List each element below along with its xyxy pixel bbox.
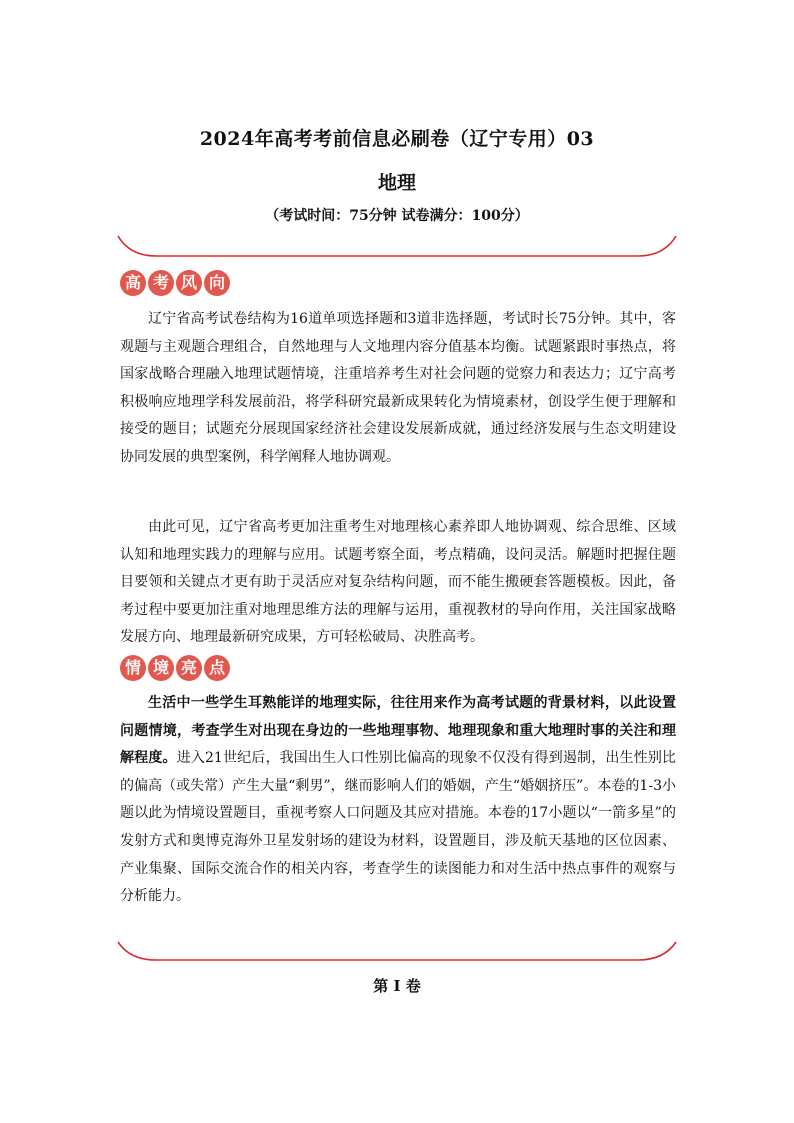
paragraph-exam-structure: 辽宁省高考试卷结构为16道单项选择题和3道非选择题，考试时长75分钟。其中，客观题与主观题合理组合，自然地理与人文地理内容分值基本均衡。试题紧跟时事热点，将国家战略合理融入地理试题情境，注重培养考生对社会问题的觉察力和表达力；辽宁高考积极响应地理学科发展前沿，将学科研究最新成果转化为情境素材，创设学生便于理解和接受的题目；试题充分展现国家经济社会建设发展新成就，通过经济发展与生态文明建设协同发展的典型案例，科学阐释人地协调观。 — [120, 311, 676, 465]
badge-char: 向 — [204, 270, 230, 296]
volume-label: 第 I 卷 — [373, 977, 421, 995]
badge-char: 高 — [120, 270, 146, 296]
paragraph-exam-analysis: 由此可见，辽宁省高考更加注重考生对地理核心素养即人地协调观、综合思维、区域认知和地理实践力的理解与应用。试题考察全面，考点精确，设问灵活。解题时把握住题目要领和关键点才更有助于灵活应对复杂结构问题，而不能生搬硬套答题模板。因此，备考过程中要更加注重对地理思维方法的理解与运用，重视教材的导向作用，关注国家战略发展方向、地理最新研究成果，方可轻松破局、决胜高考。 — [120, 519, 676, 646]
badge-char: 情 — [120, 655, 146, 681]
exam-info: （考试时间：75分钟 试卷满分：100分） — [265, 208, 529, 224]
subject-title: 地理 — [377, 172, 416, 194]
section-badge-gaokao-fengxiang — [120, 270, 230, 296]
paragraph-context-highlight — [120, 690, 676, 911]
bottom-divider — [116, 938, 678, 964]
top-divider — [116, 234, 678, 260]
badge-char: 点 — [204, 655, 230, 681]
badge-char: 境 — [148, 655, 174, 681]
document-title: 2024年高考考前信息必刷卷（辽宁专用）03 — [199, 128, 595, 150]
badge-char: 风 — [176, 270, 202, 296]
badge-char: 考 — [148, 270, 174, 296]
section-badge-qingjing-liangdian — [120, 655, 230, 681]
body-text: 进入21世纪后，我国出生人口性别比偏高的现象不仅没有得到遏制，出生性别比的偏高（或失常）产生大量“剩男”，继而影响人们的婚姻，产生“婚姻挤压”。本卷的1-3小题以此为情境设置题目，重视考察人口问题及其应对措施。本卷的17小题以“一箭多星”的发射方式和奥博克海外卫星发射场的建设为材料，设置题目，涉及航天基地的区位因素、产业集聚、国际交流合作的相关内容，考查学生的读图能力和对生活中热点事件的观察与分析能力。 — [120, 750, 677, 905]
bold-lead-text: 生活中一些学生耳熟能详的地理实际，往往用来作为高考试题的背景材料，以此设置问题情境，考查学生对出现在身边的一些地理事物、地理现象和重大地理时事的关注和理解程度。 — [120, 695, 676, 767]
badge-char: 亮 — [176, 655, 202, 681]
